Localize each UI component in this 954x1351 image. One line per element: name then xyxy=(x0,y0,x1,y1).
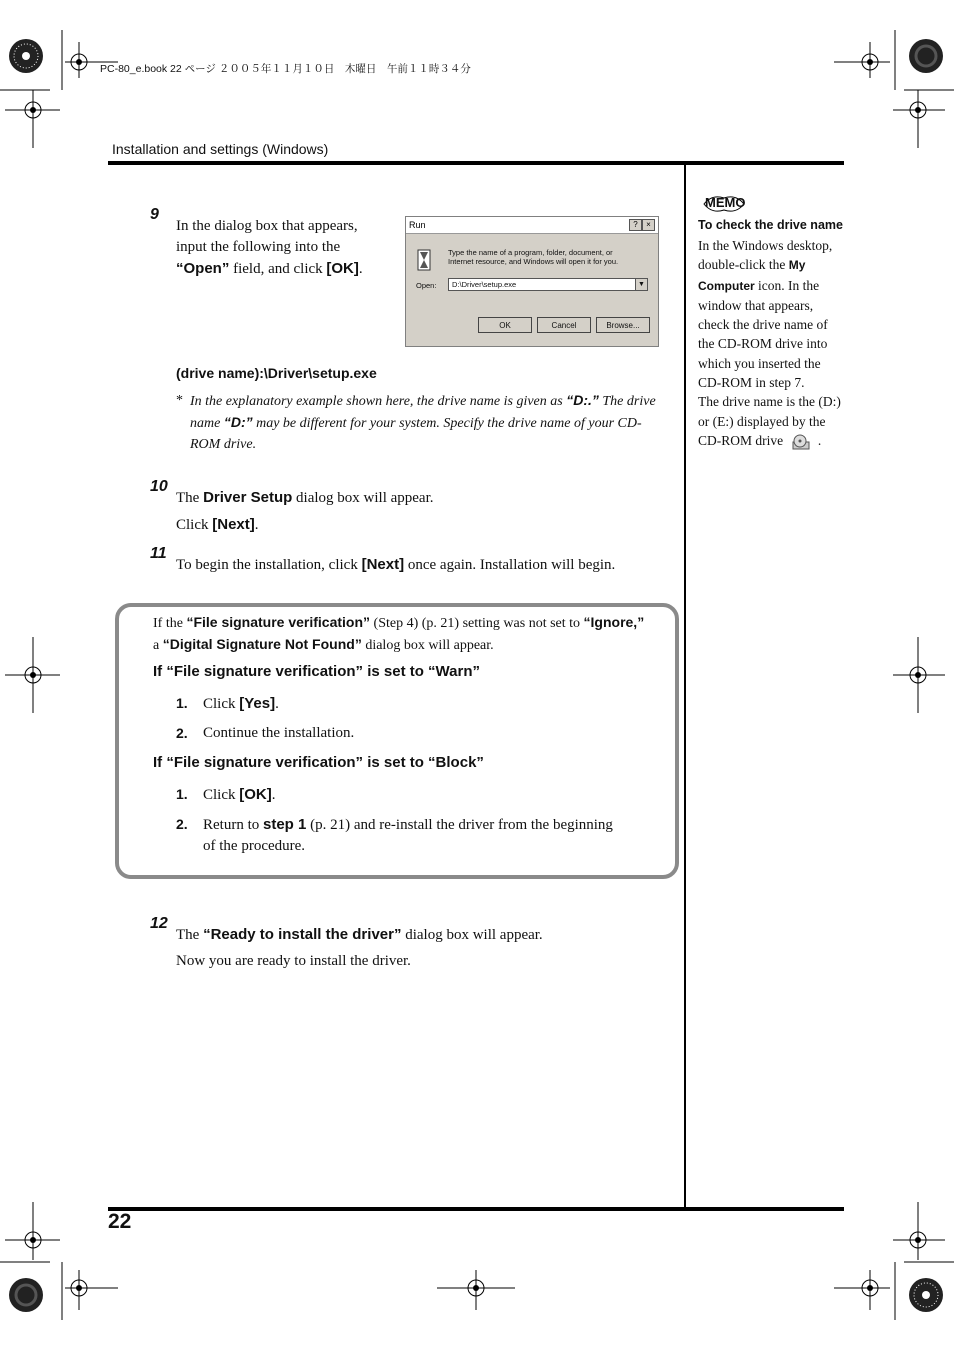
block-heading: If “File signature verification” is set to “Block” xyxy=(153,754,484,771)
text-run: (p. 21) and re-install the driver from the beginning xyxy=(306,817,613,833)
open-label: Open: xyxy=(416,281,437,290)
footer-rule xyxy=(108,1207,844,1211)
run-dialog xyxy=(405,216,659,347)
command-path: (drive name):\Driver\setup.exe xyxy=(176,365,377,381)
close-icon[interactable]: × xyxy=(642,219,655,231)
item-line: of the procedure. xyxy=(203,838,306,854)
run-dialog-titlebar xyxy=(406,217,658,234)
step-number-12: 12 xyxy=(150,915,168,932)
intro-line xyxy=(153,634,644,656)
step1-ref: step 1 xyxy=(263,816,307,833)
list-number: 1. xyxy=(176,786,188,802)
item-line xyxy=(203,814,613,836)
text-run: dialog box will appear. xyxy=(401,927,543,943)
block-item-1 xyxy=(203,784,276,806)
ignore-ref: “Ignore,” xyxy=(583,614,645,630)
desc-line: Type the name of a program, folder, document, or xyxy=(448,248,613,257)
file-info-line: PC-80_e.book 22 ページ ２００５年１１月１０日 木曜日 午前１１時３４分 xyxy=(100,63,471,75)
block-item-2 xyxy=(203,814,613,857)
text-run: . xyxy=(358,261,363,277)
page-number: 22 xyxy=(108,1210,132,1233)
note-asterisk: * xyxy=(176,393,183,408)
drive-d-ref: “D:.” xyxy=(566,392,599,408)
cd-rom-drive-icon xyxy=(791,433,811,451)
note-text xyxy=(190,390,656,455)
memo-line: or (E:) displayed by the xyxy=(698,413,826,429)
step9-line: In the dialog box that appears, xyxy=(176,218,358,234)
my-computer-ref: Computer xyxy=(698,278,755,293)
text-run: Click xyxy=(176,517,213,533)
ok-ref: [OK] xyxy=(326,260,359,277)
list-number: 2. xyxy=(176,725,188,741)
text-run: Click xyxy=(203,696,240,712)
run-dialog-title: Run xyxy=(409,220,426,230)
memo-label: MEMO xyxy=(705,195,746,210)
step9-line xyxy=(176,258,363,280)
text-run: The drive xyxy=(598,394,656,409)
text-run: In the explanatory example shown here, the drive name is given as xyxy=(190,394,567,409)
step9-line: input the following into the xyxy=(176,239,341,255)
open-field-ref: “Open” xyxy=(176,260,230,277)
chevron-down-icon[interactable]: ▼ xyxy=(635,279,647,290)
text-run: a xyxy=(153,638,163,653)
text-run: dialog box will appear. xyxy=(292,490,434,506)
text-run: CD-ROM drive xyxy=(698,432,784,448)
memo-title: To check the drive name xyxy=(698,218,843,232)
my-computer-ref: My xyxy=(788,258,806,273)
memo-body xyxy=(698,236,841,451)
cancel-button[interactable]: Cancel xyxy=(537,317,591,333)
text-run: . xyxy=(271,787,276,803)
text-run: dialog box will appear. xyxy=(361,638,494,653)
text-run: double-click the xyxy=(698,257,789,273)
step12-line2: Now you are ready to install the driver. xyxy=(176,953,411,969)
text-run: . xyxy=(817,432,822,448)
open-input-value: D:\Driver\setup.exe xyxy=(452,280,517,289)
text-run: may be different for your system. Specify the drive name of your CD- xyxy=(252,416,642,431)
memo-line: which you inserted the xyxy=(698,355,821,371)
step10-line2 xyxy=(176,514,259,536)
step10-line1 xyxy=(176,487,434,509)
intro-line xyxy=(153,612,644,634)
header-rule xyxy=(108,161,844,165)
memo-line xyxy=(698,255,841,275)
drive-d-ref: “D:” xyxy=(223,414,253,430)
text-run: icon. In the xyxy=(754,277,820,293)
text-run: If the xyxy=(153,616,187,631)
memo-line: window that appears, xyxy=(698,297,814,313)
text-run: The xyxy=(176,490,204,506)
memo-line: In the Windows desktop, xyxy=(698,238,833,253)
text-run: Return to xyxy=(203,817,263,833)
step-number-11: 11 xyxy=(150,545,167,562)
memo-line xyxy=(698,276,841,296)
memo-logo xyxy=(702,194,746,210)
desc-line: Internet resource, and Windows will open it for you. xyxy=(448,257,619,266)
text-run: . xyxy=(254,517,259,533)
list-number: 1. xyxy=(176,695,188,711)
next-ref: [Next] xyxy=(212,516,255,533)
setting-ref: “File signature verification” xyxy=(186,614,371,630)
ready-dialog-ref: “Ready to install the driver” xyxy=(203,926,402,943)
text-run: To begin the installation, click xyxy=(176,557,362,573)
memo-line: CD-ROM in step 7. xyxy=(698,375,805,391)
step12-line1 xyxy=(176,924,543,946)
note-line xyxy=(190,390,656,412)
text-run: once again. Installation will begin. xyxy=(404,557,616,573)
warn-heading: If “File signature verification” is set to “Warn” xyxy=(153,663,481,680)
text-run: The xyxy=(176,927,204,943)
memo-line: check the drive name of xyxy=(698,317,828,333)
step-number-10: 10 xyxy=(150,478,168,495)
text-run: . xyxy=(275,696,279,712)
text-run: name xyxy=(190,416,224,431)
text-run: field, and click xyxy=(229,261,327,277)
note-line xyxy=(190,412,656,434)
browse-button[interactable]: Browse... xyxy=(596,317,650,333)
dialog-ref: “Digital Signature Not Found” xyxy=(162,636,362,652)
notebox-intro xyxy=(153,612,644,656)
note-line: ROM drive. xyxy=(190,437,257,452)
ok-button[interactable]: OK xyxy=(478,317,532,333)
step11-line xyxy=(176,554,615,576)
column-divider xyxy=(684,165,686,1208)
warn-item-2: Continue the installation. xyxy=(203,725,355,741)
memo-line: The drive name is the (D:) xyxy=(698,394,841,410)
warn-item-1 xyxy=(203,693,279,715)
text-run: (Step 4) (p. 21) setting was not set to xyxy=(370,616,584,631)
text-run: Click xyxy=(203,787,240,803)
running-head: Installation and settings (Windows) xyxy=(112,141,329,157)
driver-setup-ref: Driver Setup xyxy=(203,489,293,506)
open-input[interactable] xyxy=(448,278,648,291)
ok-ref: [OK] xyxy=(239,786,272,803)
next-ref: [Next] xyxy=(361,556,405,573)
run-dialog-description xyxy=(448,248,618,266)
step-number-9: 9 xyxy=(150,206,159,223)
run-program-icon xyxy=(416,249,432,271)
list-number: 2. xyxy=(176,816,188,832)
yes-ref: [Yes] xyxy=(239,695,276,712)
drive-note xyxy=(176,390,656,455)
memo-line: the CD-ROM drive into xyxy=(698,336,828,352)
step9-text xyxy=(176,216,363,280)
help-icon[interactable]: ? xyxy=(629,219,642,231)
memo-line xyxy=(698,431,841,451)
